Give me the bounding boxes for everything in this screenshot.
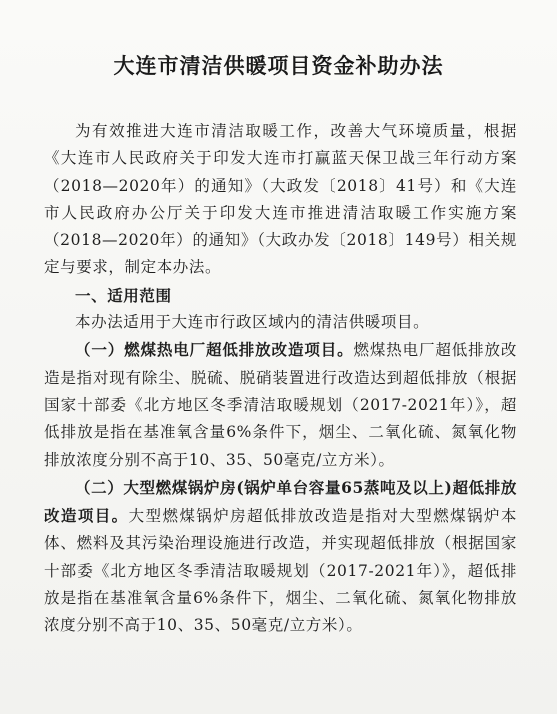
item-label: （二）大型燃煤锅炉房(锅炉单台容量65蒸吨及以上)超低排放改造项目。: [44, 477, 517, 526]
item-coal-power-plant: [44, 336, 517, 473]
item-label: （一）燃煤热电厂超低排放改造项目。: [75, 340, 354, 360]
document-title: 大连市清洁供暖项目资金补助办法: [113, 53, 444, 78]
document-body: [44, 118, 517, 640]
item-large-coal-boiler: [44, 474, 517, 640]
item-text: 燃煤热电厂超低排放改造是指对现有除尘、脱硫、脱硝装置进行改造达到超低排放（根据国家十部委《北方地区冬季清洁取暖规划（2017-2021年）》，超低排放是指在基准氧含量6%条件下，烟尘、二氧化硫、氮氧化物排放浓度分别不高于10、35、50毫克/立方米）。: [44, 341, 517, 469]
intro-paragraph: 为有效推进大连市清洁取暖工作，改善大气环境质量，根据《大连市人民政府关于印发大连市打赢蓝天保卫战三年行动方案（2018—2020年）的通知》（大政发〔2018〕41号）和《大连市人民政府办公厅关于印发大连市推进清洁取暖工作实施方案（2018—2020年）的通知》（大政办发〔2018〕149号）相关规定与要求，制定本办法。: [44, 122, 517, 277]
item-text: 大型燃煤锅炉房超低排放改造是指对大型燃煤锅炉本体、燃料及其污染治理设施进行改造，并实现超低排放（根据国家十部委《北方地区冬季清洁取暖规划（2017-2021年）》，超低排放是指在基准氧含量6%条件下，烟尘、二氧化硫、氮氧化物排放浓度分别不高于10、35、50毫克/立方米）。: [44, 507, 517, 635]
scope-paragraph: 本办法适用于大连市行政区域内的清洁供暖项目。: [75, 313, 430, 332]
section-heading-scope: 一、适用范围: [75, 285, 172, 305]
